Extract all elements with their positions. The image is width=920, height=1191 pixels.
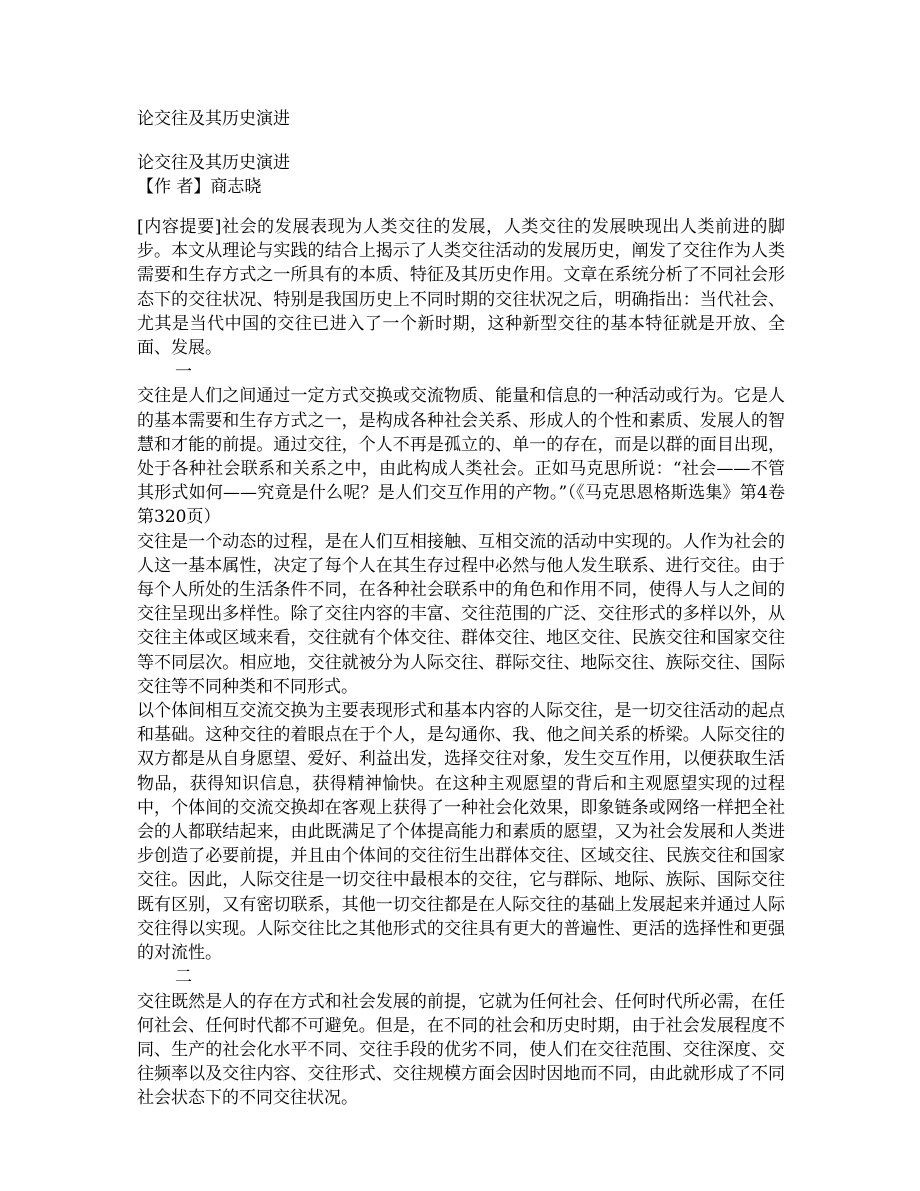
section-number-2: 二 (175, 967, 192, 988)
body-paragraph: 交往是一个动态的过程，是在人们互相接触、互相交流的活动中实现的。人作为社会的人这一基本属性，决定了每个人在其生存过程中必然与他人发生联系、进行交往。由于每个人所处的生活条件不同，在各种社会联系中的角色和作用不同，使得人与人之间的交往呈现出多样性。除了交往内容的丰富、交往范围的广泛、交往形式的多样以外，从交往主体或区域来看，交往就有个体交往、群体交往、地区交往、民族交往和国家交往等不同层次。相应地，交往就被分为人际交往、群际交往、地际交往、族际交往、国际交往等不同种类和不同形式。 (137, 531, 785, 697)
body-paragraph: 以个体间相互交流交换为主要表现形式和基本内容的人际交往，是一切交往活动的起点和基础。这种交往的着眼点在于个人，是勾通你、我、他之间关系的桥梁。人际交往的双方都是从自身愿望、爱好、利益出发，选择交往对象，发生交互作用，以便获取生活物品，获得知识信息，获得精神愉快。在这种主观愿望的背后和主观愿望实现的过程中，个体间的交流交换却在客观上获得了一种社会化效果，即象链条或网络一样把全社会的人都联结起来，由此既满足了个体提高能力和素质的愿望，又为社会发展和人类进步创造了必要前提，并且由个体间的交往衍生出群体交往、区域交往、民族交往和国家交往。因此，人际交往是一切交往中最根本的交往，它与群际、地际、族际、国际交往既有区别，又有密切联系，其他一切交往都是在人际交往的基础上发展起来并通过人际交往得以实现。人际交往比之其他形式的交往具有更大的普遍性、更活的选择性和更强的对流性。 (137, 701, 785, 964)
body-paragraph: 交往是人们之间通过一定方式交换或交流物质、能量和信息的一种活动或行为。它是人的基本需要和生存方式之一，是构成各种社会关系、形成人的个性和素质、发展人的智慧和才能的前提。通过交往，个人不再是孤立的、单一的存在，而是以群的面目出现，处于各种社会联系和关系之中，由此构成人类社会。正如马克思所说：“社会——不管其形式如何——究竟是什么呢？是人们交互作用的产物。”（《马克思恩格斯选集》第4卷第320页） (137, 386, 785, 528)
abstract-paragraph: [内容提要]社会的发展表现为人类交往的发展，人类交往的发展映现出人类前进的脚步。本文从理论与实践的结合上揭示了人类交往活动的发展历史，阐发了交往作为人类需要和生存方式之一所具有的本质、特征及其历史作用。文章在系统分析了不同社会形态下的交往状况、特别是我国历史上不同时期的交往状况之后，明确指出：当代社会、尤其是当代中国的交往已进入了一个新时期，这种新型交往的基本特征就是开放、全面、发展。 (137, 217, 785, 359)
article-title: 论交往及其历史演进 (137, 153, 290, 173)
article-body (137, 215, 785, 1111)
section-number-1: 一 (175, 362, 192, 383)
author-line: 【作 者】商志晓 (137, 177, 262, 197)
document-title: 论交往及其历史演进 (137, 109, 290, 129)
body-paragraph: 交往既然是人的存在方式和社会发展的前提，它就为任何社会、任何时代所必需，在任何社会、任何时代都不可避免。但是，在不同的社会和历史时期，由于社会发展程度不同、生产的社会化水平不同、交往手段的优劣不同，使人们在交往范围、交往深度、交往频率以及交往内容、交往形式、交往规模方面会因时因地而不同，由此就形成了不同社会状态下的不同交往状况。 (137, 991, 785, 1109)
